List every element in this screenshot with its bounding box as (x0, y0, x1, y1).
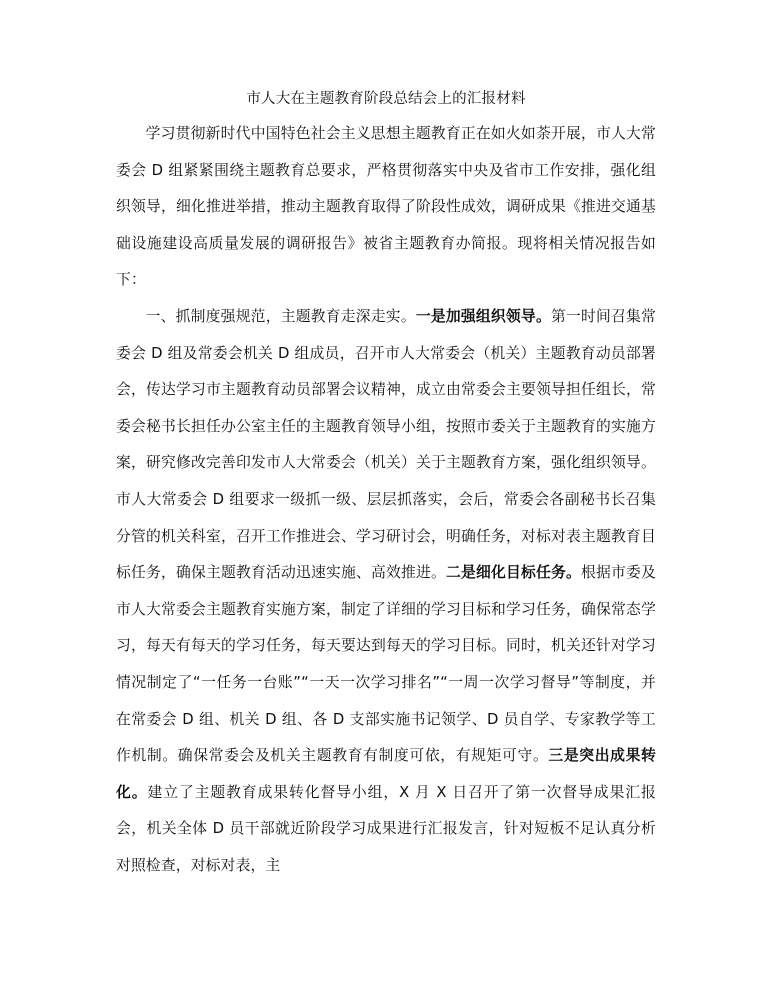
point1-text: 第一时间召集常委会 D 组及常委会机关 D 组成员，召开市人大常委会（机关）主题教育动员部署会，传达学习市主题教育动员部署会议精神，成立由常委会主要领导担任组长，常委会秘书长担任办公室主任的主题教育领导小组，按照市委关于主题教育的实施方案，研究修改完善印发市人大常委会（机关）关于主题教育方案，强化组织领导。市人大常委会 D 组要求一级抓一级、层层抓落实，会后，常委会各副秘书长召集分管的机关科室，召开工作推进会、学习研讨会，明确任务，对标对表主题教育目标任务，确保主题教育活动迅速实施、高效推进。 (116, 307, 656, 582)
point1-title: 一是加强组织领导。 (415, 307, 551, 325)
section1-heading: 一、抓制度强规范，主题教育走深走实。 (145, 307, 416, 325)
point3-title: 三是突出成果转化。 (116, 747, 656, 801)
intro-paragraph: 学习贯彻新时代中国特色社会主义思想主题教育正在如火如荼开展，市人大常委会 D 组紧紧围绕主题教育总要求，严格贯彻落实中央及省市工作安排，强化组织领导，细化推进举措，推动主题教育取得了阶段性成效，调研成果《推进交通基础设施建设高质量发展的调研报告》被省主题教育办简报。现将相关情况报告如下： (116, 125, 656, 289)
document-page (116, 86, 656, 884)
point3-text: 建立了主题教育成果转化督导小组，X 月 X 日召开了第一次督导成果汇报会，机关全体 D 员干部就近阶段学习成果进行汇报发言，针对短板不足认真分析对照检查，对标对表，主 (116, 783, 656, 874)
point2-title: 二是细化目标任务。 (446, 564, 582, 582)
section1-paragraph (116, 299, 656, 885)
point2-text: 根据市委及市人大常委会主题教育实施方案，制定了详细的学习目标和学习任务，确保常态学习，每天有每天的学习任务，每天要达到每天的学习目标。同时，机关还针对学习情况制定了“一任务一台账”“一天一次学习排名”“一周一次学习督导”等制度，并在常委会 D 组、机关 D 组、各 D 支部实施书记领学、D 员自学、专家教学等工作机制。确保常委会及机关主题教育有制度可依，有规矩可守。 (116, 564, 656, 765)
document-title: 市人大在主题教育阶段总结会上的汇报材料 (246, 91, 526, 107)
